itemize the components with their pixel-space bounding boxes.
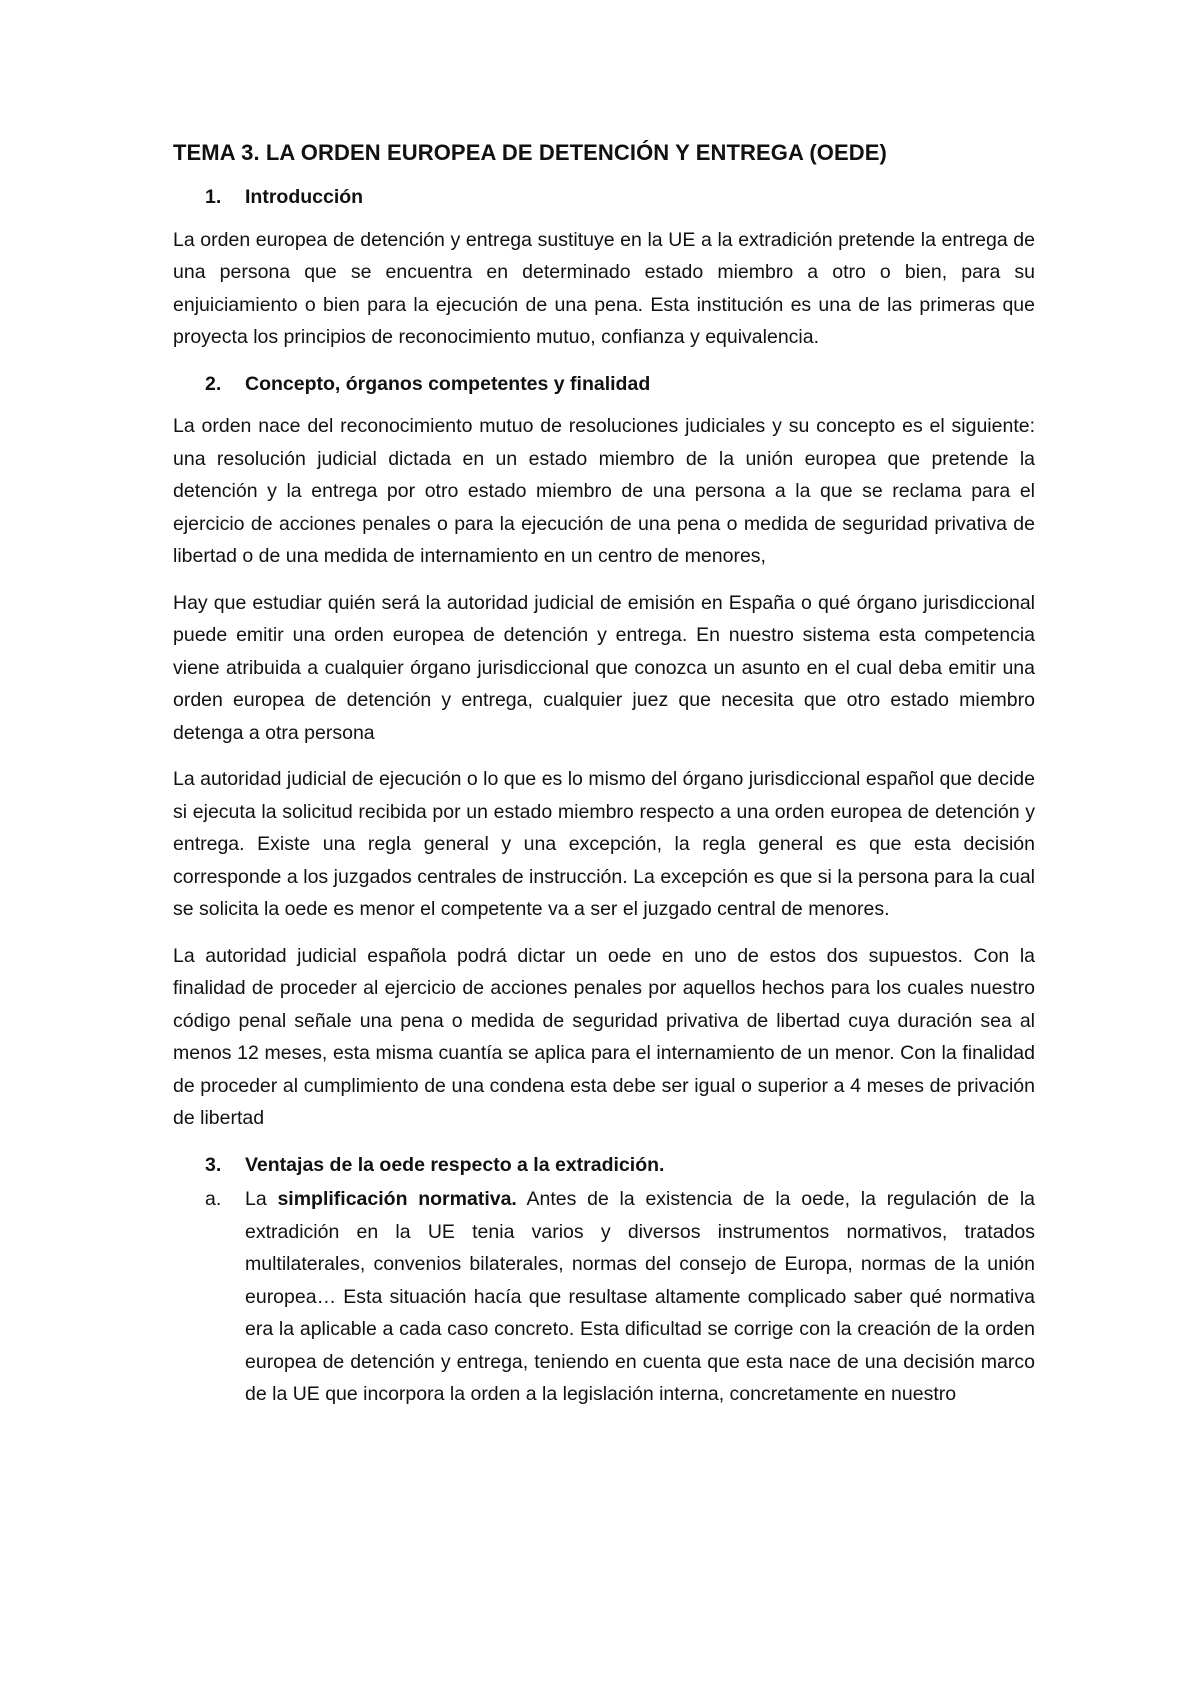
paragraph: La autoridad judicial española podrá dictar un oede en uno de estos dos supuestos. Con la finalidad de proceder al ejercicio de acciones penales por aquellos hechos para los cuales nuestro código penal señale una pena o medida de seguridad privativa de libertad cuya duración sea al menos 12 meses, esta misma cuantía se aplica para el internamiento de un menor. Con la finalidad de proceder al cumplimiento de una condena esta debe ser igual o superior a 4 meses de privación de libertad	[173, 944, 1035, 1129]
section-number: 2.	[205, 372, 222, 395]
section-title: Concepto, órganos competentes y finalidad	[245, 372, 651, 395]
section-title: Introducción	[245, 186, 364, 208]
paragraph: La orden europea de detención y entrega sustituye en la UE a la extradición pretende la entrega de una persona que se encuentra en determinado estado miembro a otro o bien, para su enjuiciamiento o bien para la ejecución de una pena. Esta institución es una de las primeras que proyecta los principios de reconocimiento mutuo, confianza y equivalencia.	[173, 228, 1035, 348]
section-heading-ventajas	[205, 1149, 1035, 1182]
document-title: TEMA 3. LA ORDEN EUROPEA DE DETENCIÓN Y ENTREGA (OEDE)	[173, 140, 887, 165]
list-item-simplificacion	[205, 1183, 1035, 1411]
list-item-text: Antes de la existencia de la oede, la regulación de la extradición en la UE tenia varios y diversos instrumentos normativos, tratados multilaterales, convenios bilaterales, normas del consejo de Europa, normas de la unión europea… Esta situación hacía que resultase altamente complicado saber qué normativa era la aplicable a cada caso concreto. Esta dificultad se corrige con la creación de la orden europea de detención y entrega, teniendo en cuenta que esta nace de una decisión marco de la UE que incorpora la orden a la legislación interna, concretamente en nuestro	[245, 1188, 1036, 1405]
section-heading-concepto	[205, 368, 1035, 401]
section-number: 1.	[205, 186, 222, 208]
list-item-term: simplificación normativa.	[277, 1188, 517, 1210]
list-item-lead: La	[245, 1188, 267, 1210]
section-heading-introduccion	[205, 181, 1035, 214]
list-item-body	[245, 1183, 1035, 1411]
paragraph: Hay que estudiar quién será la autoridad judicial de emisión en España o qué órgano jurisdiccional puede emitir una orden europea de detención y entrega. En nuestro sistema esta competencia viene atribuida a cualquier órgano jurisdiccional que conozca un asunto en el cual deba emitir una orden europea de detención y entrega, cualquier juez que necesita que otro estado miembro detenga a otra persona	[173, 591, 1035, 744]
paragraph: La orden nace del reconocimiento mutuo de resoluciones judiciales y su concepto es el siguiente: una resolución judicial dictada en un estado miembro de la unión europea que pretende la detención y la entrega por otro estado miembro de una persona a la que se reclama para el ejercicio de acciones penales o para la ejecución de una pena o medida de seguridad privativa de libertad o de una medida de internamiento en un centro de menores,	[173, 415, 1035, 567]
document-page	[173, 138, 1035, 1411]
list-marker: a.	[205, 1188, 222, 1210]
section-title: Ventajas de la oede respecto a la extradición.	[245, 1153, 665, 1176]
section-number: 3.	[205, 1153, 222, 1176]
paragraph: La autoridad judicial de ejecución o lo que es lo mismo del órgano jurisdiccional español que decide si ejecuta la solicitud recibida por un estado miembro respecto a una orden europea de detención y entrega. Existe una regla general y una excepción, la regla general es que esta decisión corresponde a los juzgados centrales de instrucción. La excepción es que si la persona para la cual se solicita la oede es menor el competente va a ser el juzgado central de menores.	[173, 768, 1035, 920]
